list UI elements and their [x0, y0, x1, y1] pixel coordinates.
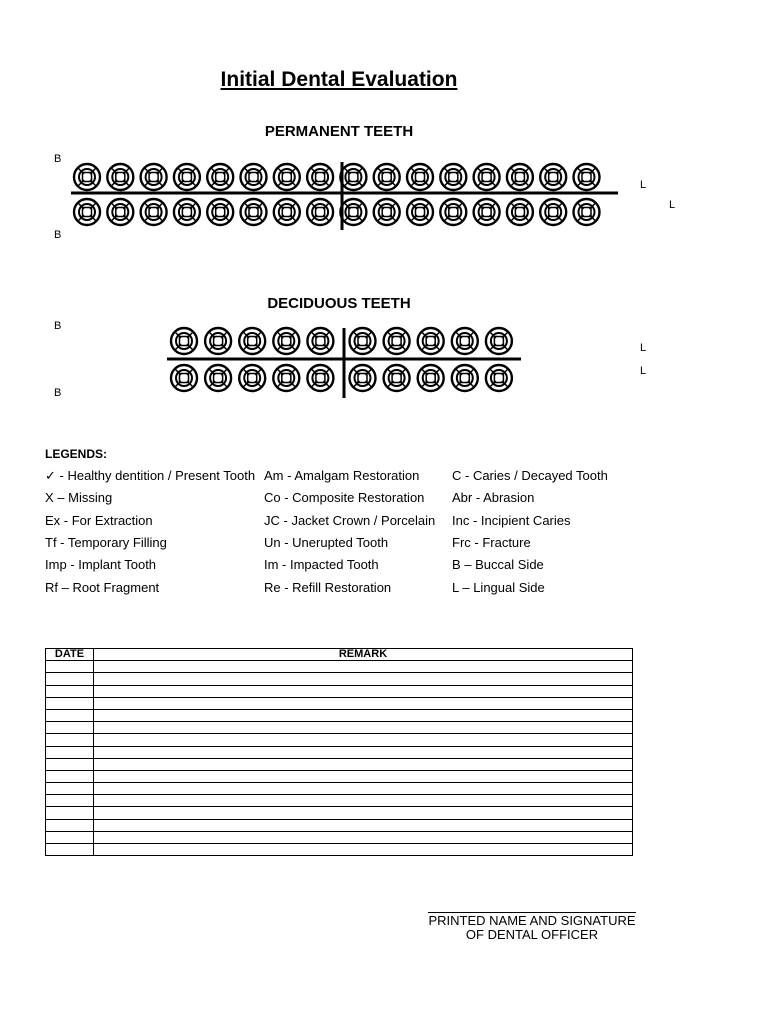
tooth-icon[interactable] [384, 328, 410, 354]
legend-item: Inc - Incipient Caries [452, 512, 571, 528]
legend-item: JC - Jacket Crown / Porcelain [264, 512, 436, 528]
tooth-icon[interactable] [273, 365, 299, 391]
tooth-icon[interactable] [207, 199, 233, 225]
remarks-row [46, 831, 633, 843]
tooth-icon[interactable] [274, 199, 300, 225]
remarks-row [46, 770, 633, 782]
remarks-table [45, 648, 633, 856]
legend-item: Rf – Root Fragment [45, 579, 160, 595]
signature-caption [428, 914, 636, 942]
remarks-row [46, 844, 633, 856]
legend-item: Frc - Fracture [452, 534, 531, 550]
tooth-icon[interactable] [239, 328, 265, 354]
tooth-icon[interactable] [374, 199, 400, 225]
remark-cell[interactable] [94, 685, 633, 697]
date-cell[interactable] [46, 685, 94, 697]
legend-item: B – Buccal Side [452, 557, 544, 573]
legend-item: Un - Unerupted Tooth [264, 534, 389, 550]
tooth-icon[interactable] [241, 164, 267, 190]
remark-cell[interactable] [94, 795, 633, 807]
permanent-lingual-top-label: L [640, 179, 647, 191]
permanent-buccal-bottom-label: B [54, 229, 62, 241]
tooth-icon[interactable] [241, 199, 267, 225]
date-cell[interactable] [46, 722, 94, 734]
remark-column-header: REMARK [94, 649, 633, 661]
tooth-icon[interactable] [350, 365, 376, 391]
remarks-row [46, 685, 633, 697]
legends-heading: LEGENDS: [45, 447, 108, 461]
tooth-icon[interactable] [440, 199, 466, 225]
remarks-header-row [46, 649, 633, 661]
permanent-teeth-heading: PERMANENT TEETH [264, 123, 414, 140]
legend-item: Ex - For Extraction [45, 512, 153, 528]
tooth-icon[interactable] [74, 199, 100, 225]
tooth-icon[interactable] [340, 199, 366, 225]
tooth-icon[interactable] [274, 164, 300, 190]
date-cell[interactable] [46, 783, 94, 795]
legend-item: Tf - Temporary Filling [45, 534, 167, 550]
tooth-icon[interactable] [418, 328, 444, 354]
legend-item: Co - Composite Restoration [264, 490, 425, 506]
remark-cell[interactable] [94, 722, 633, 734]
legend-item: Im - Impacted Tooth [264, 557, 379, 573]
deciduous-teeth-heading: DECIDUOUS TEETH [267, 295, 411, 312]
tooth-icon[interactable] [74, 164, 100, 190]
tooth-icon[interactable] [540, 164, 566, 190]
date-cell[interactable] [46, 807, 94, 819]
signature-caption-line1: PRINTED NAME AND SIGNATURE [428, 913, 636, 928]
legend-item: Am - Amalgam Restoration [264, 468, 420, 483]
remark-cell[interactable] [94, 758, 633, 770]
remarks-row [46, 819, 633, 831]
tooth-icon[interactable] [307, 199, 333, 225]
date-cell[interactable] [46, 758, 94, 770]
date-cell[interactable] [46, 697, 94, 709]
tooth-icon[interactable] [374, 164, 400, 190]
tooth-icon[interactable] [340, 164, 366, 190]
tooth-icon[interactable] [486, 365, 512, 391]
date-cell[interactable] [46, 770, 94, 782]
remark-cell[interactable] [94, 783, 633, 795]
permanent-lingual-bottom-label: L [669, 199, 676, 211]
remarks-row [46, 709, 633, 721]
remark-cell[interactable] [94, 819, 633, 831]
date-cell[interactable] [46, 709, 94, 721]
tooth-icon[interactable] [418, 365, 444, 391]
remarks-row [46, 722, 633, 734]
tooth-icon[interactable] [107, 199, 133, 225]
date-cell[interactable] [46, 795, 94, 807]
remarks-row [46, 758, 633, 770]
date-cell[interactable] [46, 831, 94, 843]
remarks-row [46, 661, 633, 673]
tooth-icon[interactable] [407, 199, 433, 225]
signature-caption-line2: OF DENTAL OFFICER [465, 927, 599, 942]
remark-cell[interactable] [94, 844, 633, 856]
tooth-icon[interactable] [486, 328, 512, 354]
remark-cell[interactable] [94, 807, 633, 819]
date-cell[interactable] [46, 844, 94, 856]
remark-cell[interactable] [94, 831, 633, 843]
deciduous-lingual-top-label: L [640, 342, 647, 354]
remark-cell[interactable] [94, 770, 633, 782]
tooth-icon[interactable] [540, 199, 566, 225]
legend-item: X – Missing [45, 490, 113, 506]
remarks-row [46, 807, 633, 819]
tooth-icon[interactable] [174, 164, 200, 190]
deciduous-lingual-bottom-label: L [640, 365, 647, 377]
date-cell[interactable] [46, 734, 94, 746]
tooth-icon[interactable] [474, 199, 500, 225]
remarks-row [46, 746, 633, 758]
date-cell[interactable] [46, 746, 94, 758]
date-cell[interactable] [46, 661, 94, 673]
remark-cell[interactable] [94, 709, 633, 721]
tooth-icon[interactable] [452, 365, 478, 391]
remarks-row [46, 673, 633, 685]
remark-cell[interactable] [94, 746, 633, 758]
tooth-icon[interactable] [307, 365, 333, 391]
tooth-icon[interactable] [350, 328, 376, 354]
page-title: Initial Dental Evaluation [220, 68, 458, 91]
tooth-icon[interactable] [207, 164, 233, 190]
permanent-buccal-top-label: B [54, 153, 62, 165]
legend-item: L – Lingual Side [452, 579, 545, 595]
tooth-icon[interactable] [171, 365, 197, 391]
tooth-icon[interactable] [440, 164, 466, 190]
tooth-icon[interactable] [107, 164, 133, 190]
tooth-icon[interactable] [171, 328, 197, 354]
remark-cell[interactable] [94, 661, 633, 673]
remark-cell[interactable] [94, 734, 633, 746]
tooth-icon[interactable] [307, 328, 333, 354]
tooth-icon[interactable] [174, 199, 200, 225]
date-column-header: DATE [46, 649, 94, 661]
legend-item: Re - Refill Restoration [264, 579, 392, 595]
deciduous-buccal-top-label: B [54, 320, 62, 332]
legend-item: ✓ - Healthy dentition / Present Tooth [45, 468, 256, 483]
remark-cell[interactable] [94, 697, 633, 709]
remarks-row [46, 697, 633, 709]
tooth-icon[interactable] [384, 365, 410, 391]
tooth-icon[interactable] [507, 164, 533, 190]
permanent-teeth-chart [0, 150, 680, 235]
tooth-icon[interactable] [239, 365, 265, 391]
tooth-icon[interactable] [141, 164, 167, 190]
tooth-icon[interactable] [574, 199, 600, 225]
legend-item: C - Caries / Decayed Tooth [452, 468, 608, 483]
remarks-row [46, 783, 633, 795]
remark-cell[interactable] [94, 673, 633, 685]
tooth-icon[interactable] [205, 365, 231, 391]
date-cell[interactable] [46, 819, 94, 831]
tooth-icon[interactable] [141, 199, 167, 225]
tooth-icon[interactable] [574, 164, 600, 190]
remarks-row [46, 795, 633, 807]
tooth-icon[interactable] [507, 199, 533, 225]
tooth-icon[interactable] [205, 328, 231, 354]
tooth-icon[interactable] [474, 164, 500, 190]
legend-item: Abr - Abrasion [452, 490, 535, 506]
deciduous-teeth-chart [0, 320, 680, 400]
tooth-icon[interactable] [307, 164, 333, 190]
date-cell[interactable] [46, 673, 94, 685]
legend-item: Imp - Implant Tooth [45, 557, 157, 573]
tooth-icon[interactable] [452, 328, 478, 354]
tooth-icon[interactable] [407, 164, 433, 190]
tooth-icon[interactable] [273, 328, 299, 354]
deciduous-buccal-bottom-label: B [54, 387, 62, 399]
remarks-row [46, 734, 633, 746]
